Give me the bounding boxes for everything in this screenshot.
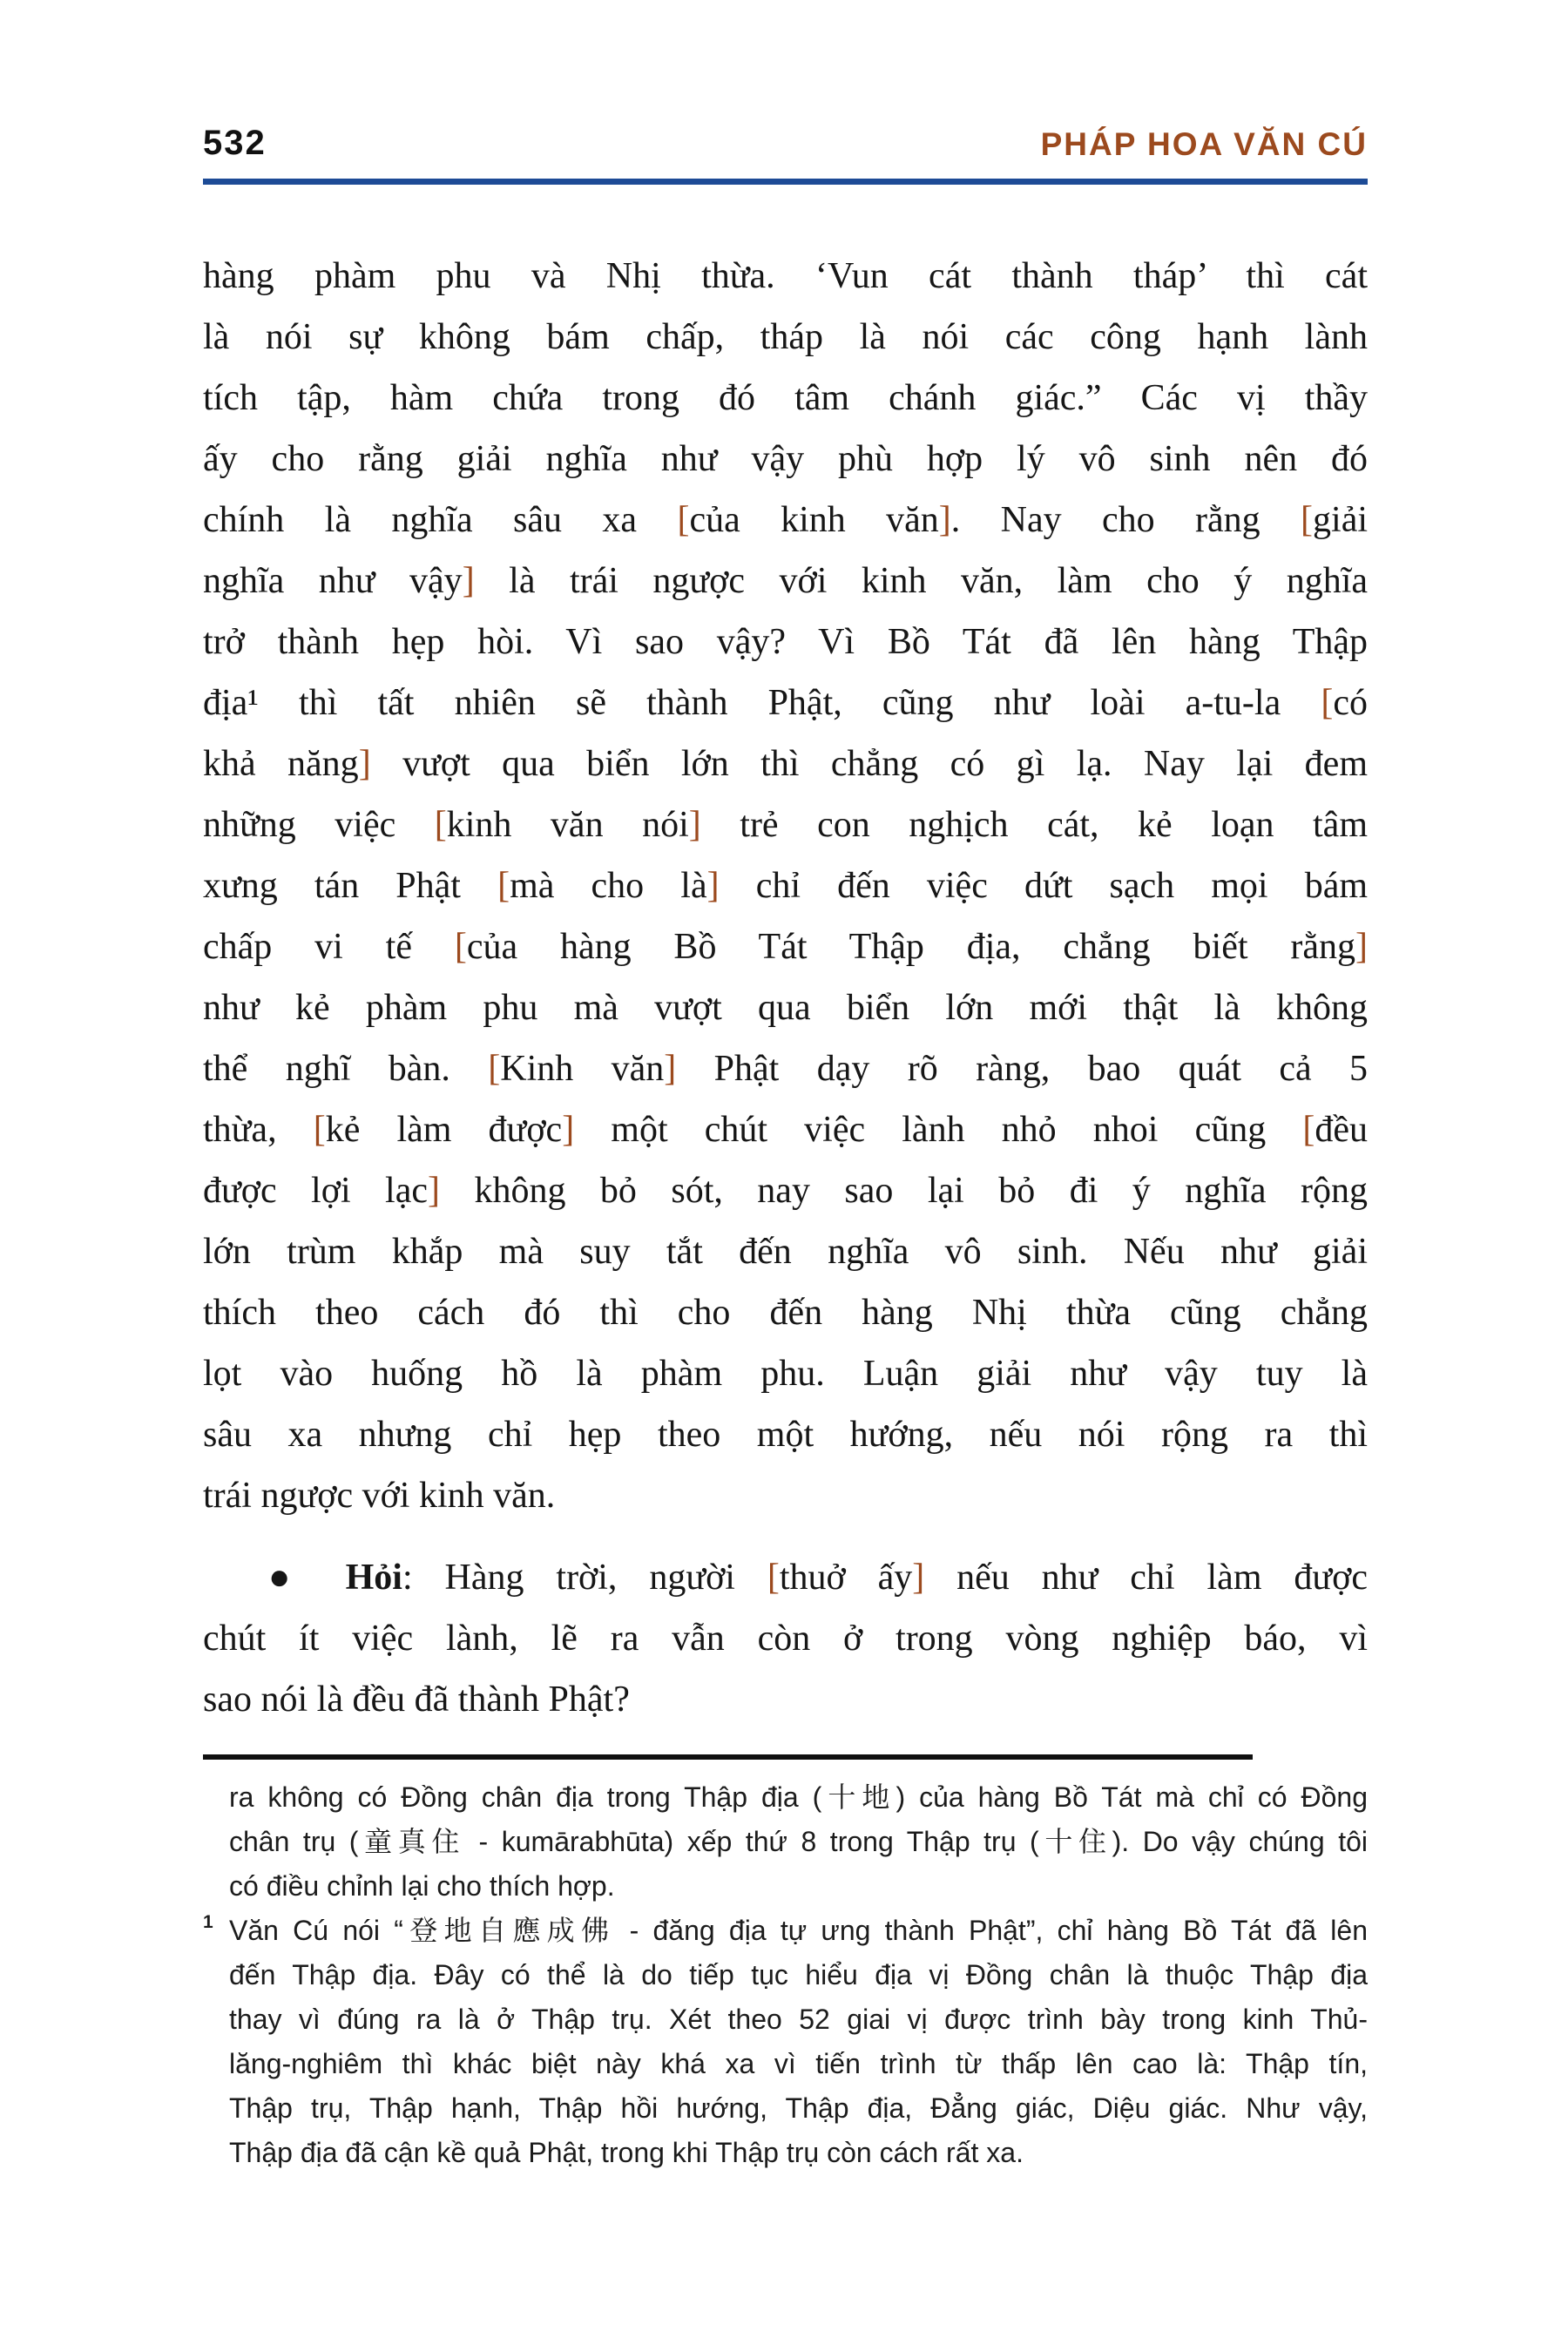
body-line: sao nói là đều đã thành Phật? xyxy=(203,1680,630,1720)
body-line: sâu xa nhưng chỉ hẹp theo một hướng, nếu nói rộng ra thì xyxy=(203,1415,1368,1455)
body-line: ấy cho rằng giải nghĩa như vậy phù hợp lý vô sinh nên đó xyxy=(203,439,1368,479)
editor-bracket: ] xyxy=(938,500,951,540)
editor-bracket: ] xyxy=(688,805,701,845)
body-line: trở thành hẹp hòi. Vì sao vậy? Vì Bồ Tát đã lên hàng Thập xyxy=(203,622,1368,662)
footnote xyxy=(203,1909,1368,2175)
footnote-line: lăng-nghiêm thì khác biệt này khá xa vì tiến trình từ thấp lên cao là: Thập tín, xyxy=(229,2048,1368,2079)
footnote-line: có điều chỉnh lại cho thích hợp. xyxy=(229,1870,615,1902)
body-line: khả năng] vượt qua biển lớn thì chẳng có gì lạ. Nay lại đem xyxy=(203,744,1368,784)
editor-bracket: [ xyxy=(497,866,510,906)
footnote-separator-rule xyxy=(203,1754,1253,1760)
body-line: chính là nghĩa sâu xa [của kinh văn]. Nay cho rằng [giải xyxy=(203,500,1369,540)
footnote-line: ra không có Đồng chân địa trong Thập địa (十地) của hàng Bồ Tát mà chỉ có Đồng xyxy=(229,1781,1368,1813)
editor-bracket: [ xyxy=(454,927,467,967)
paragraph xyxy=(203,246,1368,1526)
footnote-line: thay vì đúng ra là ở Thập trụ. Xét theo 52 giai vị được trình bày trong kinh Thủ- xyxy=(229,2004,1368,2035)
body-line: địa¹ thì tất nhiên sẽ thành Phật, cũng như loài a-tu-la [có xyxy=(203,683,1368,723)
running-header xyxy=(203,0,1368,185)
body-line: tích tập, hàm chứa trong đó tâm chánh giác.” Các vị thầy xyxy=(203,378,1368,418)
body-line: lớn trùm khắp mà suy tắt đến nghĩa vô sinh. Nếu như giải xyxy=(203,1232,1368,1272)
editor-bracket: ] xyxy=(664,1049,677,1089)
page-content xyxy=(203,0,1368,2175)
body-line: lọt vào huống hồ là phàm phu. Luận giải như vậy tuy là xyxy=(203,1354,1368,1394)
body-line: nghĩa như vậy] là trái ngược với kinh văn, làm cho ý nghĩa xyxy=(203,561,1369,601)
editor-bracket: [ xyxy=(767,1558,780,1598)
editor-bracket: ] xyxy=(706,866,720,906)
paragraph xyxy=(203,1547,1368,1730)
footnotes xyxy=(203,1775,1368,2175)
editor-bracket: ] xyxy=(562,1110,575,1150)
body-line: chút ít việc lành, lẽ ra vẫn còn ở trong vòng nghiệp báo, vì xyxy=(203,1619,1368,1659)
editor-bracket: ] xyxy=(1355,927,1368,967)
page-number: 532 xyxy=(203,124,267,162)
editor-bracket: [ xyxy=(677,500,690,540)
footnote-line: Văn Cú nói “登地自應成佛 - đăng địa tự ưng thành Phật”, chỉ hàng Bồ Tát đã lên xyxy=(229,1915,1368,1946)
editor-bracket: [ xyxy=(313,1110,326,1150)
footnote-line: chân trụ (童真住 - kumārabhūta) xếp thứ 8 trong Thập trụ (十住). Do vậy chúng tôi xyxy=(229,1826,1368,1857)
running-title: PHÁP HOA VĂN CÚ xyxy=(1040,126,1368,162)
editor-bracket: ] xyxy=(428,1171,441,1211)
footnote xyxy=(203,1775,1368,1909)
editor-bracket: ] xyxy=(358,744,371,784)
editor-bracket: [ xyxy=(1321,683,1334,723)
body-text xyxy=(203,246,1368,1730)
body-line: được lợi lạc] không bỏ sót, nay sao lại bỏ đi ý nghĩa rộng xyxy=(203,1171,1368,1211)
body-line: thể nghĩ bàn. [Kinh văn] Phật dạy rõ ràng, bao quát cả 5 xyxy=(203,1049,1368,1089)
body-line: trái ngược với kinh văn. xyxy=(203,1476,556,1516)
editor-bracket: ] xyxy=(462,561,475,601)
footnote-line: đến Thập địa. Đây có thể là do tiếp tục hiểu địa vị Đồng chân là thuộc Thập địa xyxy=(229,1959,1368,1990)
footnote-line: Thập địa đã cận kề quả Phật, trong khi Thập trụ còn cách rất xa. xyxy=(229,2137,1024,2168)
editor-bracket: [ xyxy=(1301,500,1314,540)
body-line: như kẻ phàm phu mà vượt qua biển lớn mới thật là không xyxy=(203,988,1368,1028)
body-line: là nói sự không bám chấp, tháp là nói các công hạnh lành xyxy=(203,317,1368,357)
editor-bracket: [ xyxy=(434,805,447,845)
body-line: hàng phàm phu và Nhị thừa. ‘Vun cát thành tháp’ thì cát xyxy=(203,256,1368,296)
body-line: thừa, [kẻ làm được] một chút việc lành nhỏ nhoi cũng [đều xyxy=(203,1110,1368,1150)
body-line: chấp vi tế [của hàng Bồ Tát Thập địa, chẳng biết rằng] xyxy=(203,927,1368,967)
footnote-line: Thập trụ, Thập hạnh, Thập hồi hướng, Thập địa, Đẳng giác, Diệu giác. Như vậy, xyxy=(229,2092,1368,2124)
body-line: thích theo cách đó thì cho đến hàng Nhị thừa cũng chẳng xyxy=(203,1293,1368,1333)
body-line: xưng tán Phật [mà cho là] chỉ đến việc dứt sạch mọi bám xyxy=(203,866,1368,906)
body-line: những việc [kinh văn nói] trẻ con nghịch cát, kẻ loạn tâm xyxy=(203,805,1368,845)
body-line: ● Hỏi: Hàng trời, người [thuở ấy] nếu như chỉ làm được xyxy=(268,1558,1368,1598)
footnote-marker: 1 xyxy=(203,1912,213,1932)
editor-bracket: [ xyxy=(488,1049,501,1089)
editor-bracket: [ xyxy=(1302,1110,1315,1150)
editor-bracket: ] xyxy=(912,1558,925,1598)
